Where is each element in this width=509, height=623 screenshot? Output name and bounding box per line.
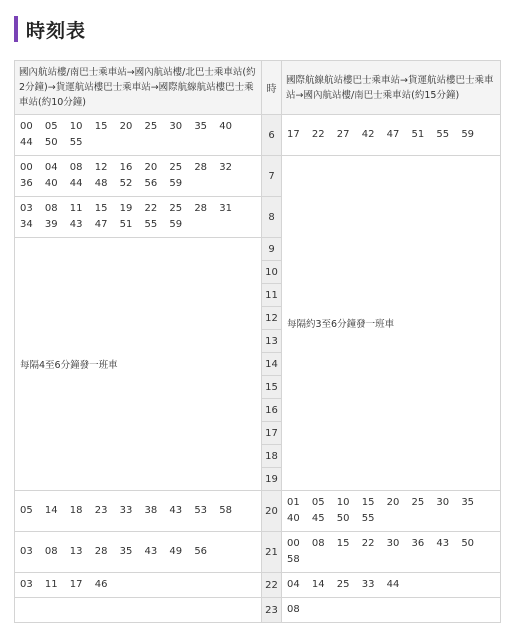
departures-right-20: 01 05 10 15 20 25 30 35 40 45 50 55 [282, 491, 501, 532]
hour-cell-21: 21 [262, 532, 282, 573]
hour-cell-12: 12 [262, 307, 282, 330]
departures-left-21: 03 08 13 28 35 43 49 56 [15, 532, 262, 573]
hour-cell-7: 7 [262, 156, 282, 197]
hour-cell-10: 10 [262, 261, 282, 284]
departures-left-9-19-note: 每隔4至6分鐘發一班車 [15, 238, 262, 491]
page-heading [14, 16, 86, 42]
hour-cell-13: 13 [262, 330, 282, 353]
departures-right-6: 17 22 27 42 47 51 55 59 [282, 115, 501, 156]
hour-cell-20: 20 [262, 491, 282, 532]
hour-cell-18: 18 [262, 445, 282, 468]
table-row [15, 156, 501, 197]
timetable [14, 60, 501, 623]
departures-left-22: 03 11 17 46 [15, 573, 262, 598]
hour-cell-16: 16 [262, 399, 282, 422]
heading-accent-bar [14, 16, 18, 42]
hour-cell-8: 8 [262, 197, 282, 238]
table-row [15, 598, 501, 623]
departures-right-21: 00 08 15 22 30 36 43 50 58 [282, 532, 501, 573]
hour-cell-14: 14 [262, 353, 282, 376]
departures-left-8: 03 08 11 15 19 22 25 28 31 34 39 43 47 51 55 59 [15, 197, 262, 238]
hour-cell-6: 6 [262, 115, 282, 156]
header-domestic-to-international: 國內航站樓/南巴士乘車站→國內航站樓/北巴士乘車站(約2分鐘)→貨運航站樓巴士乘車站→國際航線航站樓巴士乘車站(約10分鐘) [15, 61, 262, 115]
table-row [15, 532, 501, 573]
hour-cell-17: 17 [262, 422, 282, 445]
hour-cell-9: 9 [262, 238, 282, 261]
departures-left-20: 05 14 18 23 33 38 43 53 58 [15, 491, 262, 532]
hour-cell-19: 19 [262, 468, 282, 491]
header-international-to-domestic: 國際航線航站樓巴士乘車站→貨運航站樓巴士乘車站→國內航站樓/南巴士乘車站(約15分鐘) [282, 61, 501, 115]
departures-right-7-19-note: 每隔約3至6分鐘發一班車 [282, 156, 501, 491]
hour-cell-11: 11 [262, 284, 282, 307]
hour-cell-15: 15 [262, 376, 282, 399]
departures-right-22: 04 14 25 33 44 [282, 573, 501, 598]
table-row [15, 573, 501, 598]
departures-left-7: 00 04 08 12 16 20 25 28 32 36 40 44 48 52 56 59 [15, 156, 262, 197]
hour-cell-22: 22 [262, 573, 282, 598]
hour-cell-23: 23 [262, 598, 282, 623]
departures-right-23: 08 [282, 598, 501, 623]
departures-left-6: 00 05 10 15 20 25 30 35 40 44 50 55 [15, 115, 262, 156]
departures-left-23 [15, 598, 262, 623]
table-row [15, 491, 501, 532]
table-header-row [15, 61, 501, 115]
page-title: 時刻表 [26, 19, 87, 42]
header-hour: 時 [262, 61, 282, 115]
table-row [15, 115, 501, 156]
